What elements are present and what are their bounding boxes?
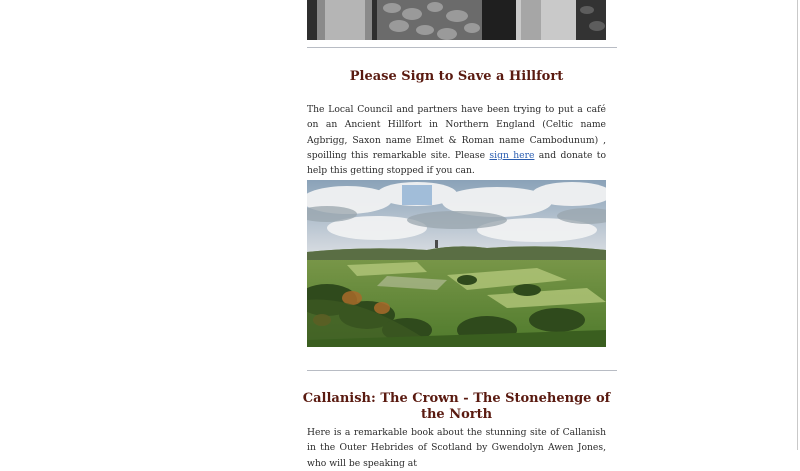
hillfort-landscape-image	[307, 180, 606, 347]
section-divider	[307, 370, 617, 371]
hillfort-paragraph-text-end: and donate to help this getting stopped if you can.	[307, 149, 606, 177]
callanish-heading: Callanish: The Crown - The Stonehenge of the North	[302, 391, 611, 422]
callanish-paragraph: Here is a remarkable book about the stunning site of Callanish in the Outer Hebrides of Scotland by Gwendolyn Awen Jones, who will be speaking at	[307, 427, 606, 469]
hillfort-heading: Please Sign to Save a Hillfort	[349, 69, 564, 84]
section-divider	[307, 47, 617, 48]
sign-here-link[interactable]: sign here	[489, 149, 535, 161]
hillfort-paragraph-text: The Local Council and partners have been trying to put a café on an Ancient Hillfort in Northern England (Celtic name Agbrigg, Saxon name Elmet & Roman name Cambodunum) , spoilling this remarkable site. Please	[307, 104, 606, 161]
hillfort-paragraph	[307, 102, 606, 178]
page-edge-divider	[797, 0, 798, 450]
standing-stones-image	[307, 0, 606, 40]
